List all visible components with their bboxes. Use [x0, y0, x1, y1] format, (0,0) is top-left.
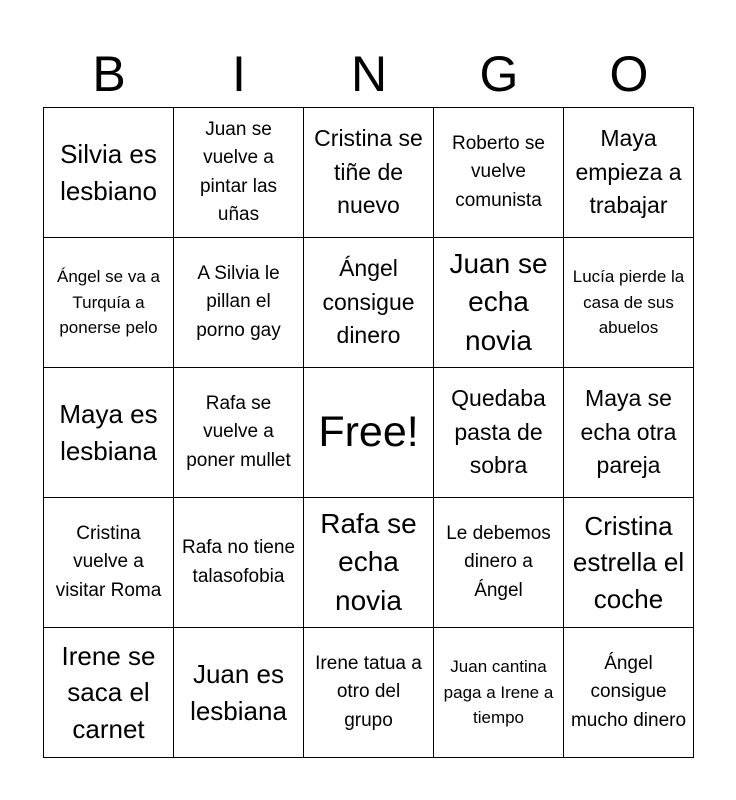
header-letter-o: O — [609, 46, 649, 102]
cell-text: Juan se vuelve a pintar las uñas — [199, 118, 278, 225]
bingo-cell[interactable] — [434, 238, 564, 368]
cell-text: Quedaba pasta de sobra — [451, 385, 546, 479]
bingo-cell[interactable] — [564, 368, 694, 498]
free-cell[interactable] — [304, 368, 434, 498]
bingo-cell[interactable] — [564, 628, 694, 758]
cell-text: Rafa se vuelve a poner mullet — [186, 392, 291, 471]
cell-text: Cristina se tiñe de nuevo — [314, 125, 423, 219]
bingo-board — [43, 107, 694, 758]
cell-text: Ángel se va a Turquía a ponerse pelo — [56, 267, 160, 338]
cell-text: Juan cantina paga a Irene a tiempo — [443, 657, 554, 728]
cell-text: Irene tatua a otro del grupo — [315, 652, 422, 731]
cell-text: Le debemos dinero a Ángel — [446, 522, 551, 601]
bingo-cell[interactable] — [434, 498, 564, 628]
bingo-cell[interactable] — [564, 238, 694, 368]
cell-text: Juan es lesbiana — [190, 659, 287, 726]
cell-text: Maya se echa otra pareja — [580, 385, 677, 479]
bingo-cell[interactable] — [304, 108, 434, 238]
bingo-cell[interactable] — [434, 108, 564, 238]
bingo-cell[interactable] — [44, 368, 174, 498]
bingo-cell[interactable] — [44, 238, 174, 368]
cell-text: Rafa no tiene talasofobia — [181, 537, 296, 587]
bingo-cell[interactable] — [564, 498, 694, 628]
cell-text: Ángel consigue dinero — [322, 255, 415, 349]
cell-text: Maya empieza a trabajar — [575, 125, 682, 219]
bingo-cell[interactable] — [44, 628, 174, 758]
cell-text: A Silvia le pillan el porno gay — [196, 262, 281, 341]
bingo-cell[interactable] — [174, 368, 304, 498]
cell-text: Ángel consigue mucho dinero — [570, 652, 687, 731]
bingo-cell[interactable] — [44, 498, 174, 628]
bingo-cell[interactable] — [44, 108, 174, 238]
bingo-cell[interactable] — [174, 238, 304, 368]
header-letter-n: N — [350, 46, 388, 102]
cell-text: Silvia es lesbiano — [60, 139, 157, 206]
cell-text: Roberto se vuelve comunista — [452, 132, 545, 211]
header-letter-b: B — [92, 46, 126, 102]
bingo-header — [44, 40, 694, 108]
cell-text: Rafa se echa novia — [320, 507, 417, 616]
bingo-cell[interactable] — [564, 108, 694, 238]
cell-text: Irene se saca el carnet — [61, 640, 156, 744]
cell-text: Lucía pierde la casa de sus abuelos — [572, 267, 685, 338]
header-letter-i: I — [232, 46, 246, 102]
bingo-cell[interactable] — [174, 498, 304, 628]
bingo-cell[interactable] — [304, 498, 434, 628]
bingo-cell[interactable] — [304, 238, 434, 368]
cell-text: Cristina estrella el coche — [572, 510, 685, 614]
bingo-cell[interactable] — [174, 628, 304, 758]
cell-text: Maya es lesbiana — [59, 399, 158, 466]
free-cell-text: Free! — [318, 407, 419, 456]
bingo-cell[interactable] — [434, 368, 564, 498]
bingo-cell[interactable] — [434, 628, 564, 758]
header-letter-g: G — [479, 46, 519, 102]
bingo-cell[interactable] — [174, 108, 304, 238]
cell-text: Juan se echa novia — [449, 247, 548, 356]
bingo-cell[interactable] — [304, 628, 434, 758]
cell-text: Cristina vuelve a visitar Roma — [55, 522, 162, 601]
